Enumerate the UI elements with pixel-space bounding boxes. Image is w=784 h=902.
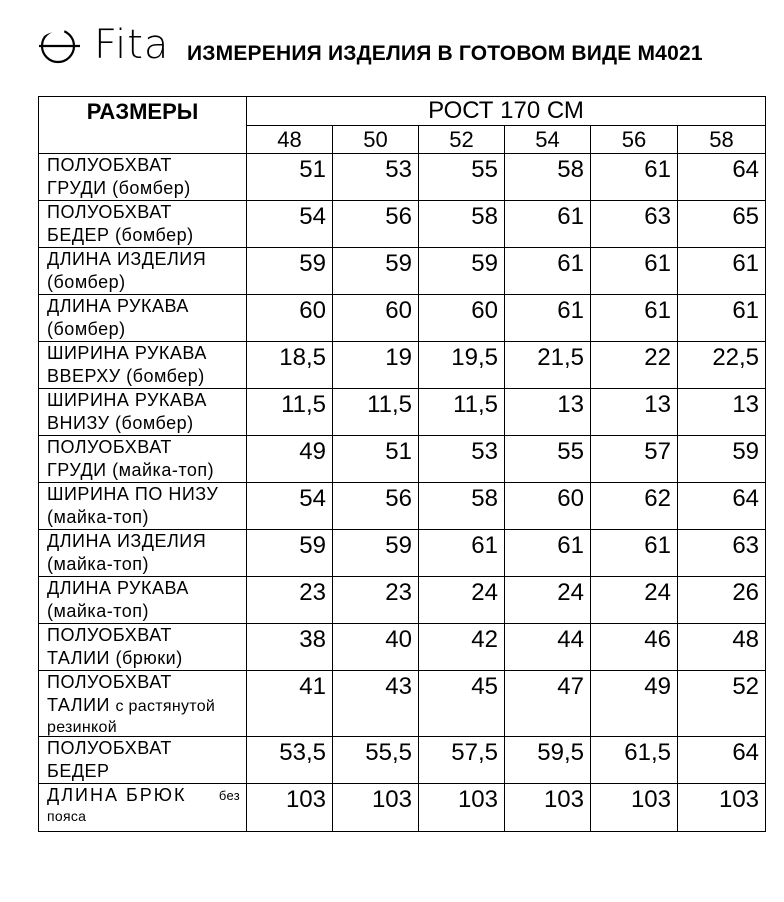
row-label-line xyxy=(47,412,246,435)
row-label-text: ГРУДИ (бомбер) xyxy=(47,178,191,198)
measurement-cell: 42 xyxy=(419,624,505,671)
measurement-cell: 64 xyxy=(678,737,766,784)
table-row xyxy=(39,436,766,483)
row-label xyxy=(39,624,247,671)
row-label-text: БЕДЕР xyxy=(47,761,110,781)
measurement-cell: 44 xyxy=(505,624,591,671)
row-label-text: (майка-топ) xyxy=(47,601,150,621)
measurement-cell: 60 xyxy=(247,295,333,342)
row-label-text: (майка-топ) xyxy=(47,507,150,527)
measurement-cell: 59 xyxy=(333,530,419,577)
measurement-cell: 22,5 xyxy=(678,342,766,389)
measurement-cell: 56 xyxy=(333,201,419,248)
measurement-cell: 103 xyxy=(247,784,333,832)
measurement-cell: 54 xyxy=(247,483,333,530)
row-label-line xyxy=(47,436,246,459)
measurement-cell: 11,5 xyxy=(333,389,419,436)
measurement-cell: 21,5 xyxy=(505,342,591,389)
row-label-text: ПОЛУОБХВАТ xyxy=(47,202,172,222)
table-row xyxy=(39,483,766,530)
measurement-cell: 61,5 xyxy=(591,737,678,784)
row-label-text: ПОЛУОБХВАТ xyxy=(47,155,172,175)
row-label-line xyxy=(47,271,246,294)
row-label-line xyxy=(47,177,246,200)
measurement-cell: 38 xyxy=(247,624,333,671)
row-label xyxy=(39,577,247,624)
row-label xyxy=(39,784,247,832)
row-label-line xyxy=(47,483,246,506)
measurement-cell: 13 xyxy=(591,389,678,436)
table-row xyxy=(39,577,766,624)
measurement-cell: 61 xyxy=(591,530,678,577)
measurement-cell: 64 xyxy=(678,483,766,530)
measurement-cell: 103 xyxy=(678,784,766,832)
size-header: 50 xyxy=(333,126,419,154)
row-label-line xyxy=(47,506,246,529)
row-label-text: ДЛИНА ИЗДЕЛИЯ xyxy=(47,531,207,551)
measurement-cell: 63 xyxy=(591,201,678,248)
row-label-line xyxy=(47,671,246,694)
size-header: 56 xyxy=(591,126,678,154)
measurement-cell: 60 xyxy=(419,295,505,342)
row-label-line xyxy=(47,154,246,177)
row-label-line xyxy=(47,248,246,271)
row-label-text: БЕДЕР (бомбер) xyxy=(47,225,194,245)
table-row xyxy=(39,295,766,342)
row-label-line xyxy=(47,365,246,388)
row-label-line xyxy=(47,718,246,736)
measurement-cell: 26 xyxy=(678,577,766,624)
measurement-cell: 49 xyxy=(247,436,333,483)
row-label-text: ПОЛУОБХВАТ xyxy=(47,437,172,457)
measurement-cell: 59 xyxy=(419,248,505,295)
measurement-cell: 58 xyxy=(419,201,505,248)
row-label-text: ТАЛИИ (брюки) xyxy=(47,648,183,668)
row-label-line xyxy=(47,807,246,824)
measurement-cell: 51 xyxy=(247,154,333,201)
row-label-text: ТАЛИИ xyxy=(47,695,110,715)
measurement-cell: 65 xyxy=(678,201,766,248)
row-label-line xyxy=(47,647,246,670)
measurement-cell: 55,5 xyxy=(333,737,419,784)
measurement-cell: 53 xyxy=(419,436,505,483)
measurement-cell: 19,5 xyxy=(419,342,505,389)
row-label-line xyxy=(47,201,246,224)
table-row xyxy=(39,737,766,784)
table-row xyxy=(39,342,766,389)
row-label-line xyxy=(47,318,246,341)
measurement-cell: 46 xyxy=(591,624,678,671)
row-label xyxy=(39,201,247,248)
measurement-cell: 23 xyxy=(247,577,333,624)
table-row xyxy=(39,248,766,295)
measurement-cell: 45 xyxy=(419,671,505,737)
page-title: ИЗМЕРЕНИЯ ИЗДЕЛИЯ В ГОТОВОМ ВИДЕ М4021 xyxy=(187,42,703,65)
row-label-text: ДЛИНА ИЗДЕЛИЯ xyxy=(47,249,207,269)
measurement-cell: 41 xyxy=(247,671,333,737)
measurement-cell: 57 xyxy=(591,436,678,483)
row-label-line xyxy=(47,389,246,412)
row-label-text: ШИРИНА ПО НИЗУ xyxy=(47,484,219,504)
measurement-cell: 61 xyxy=(505,530,591,577)
measurement-cell: 57,5 xyxy=(419,737,505,784)
measurement-cell: 103 xyxy=(505,784,591,832)
row-label-line xyxy=(47,760,246,783)
row-label-text: ШИРИНА РУКАВА xyxy=(47,343,207,363)
row-label xyxy=(39,483,247,530)
row-label-text: ГРУДИ (майка-топ) xyxy=(47,460,215,480)
row-label-text: с растянутой xyxy=(115,698,216,715)
measurement-cell: 52 xyxy=(678,671,766,737)
row-label-text: (бомбер) xyxy=(47,272,126,292)
measurement-cell: 64 xyxy=(678,154,766,201)
measurement-cell: 54 xyxy=(247,201,333,248)
measurement-cell: 55 xyxy=(419,154,505,201)
size-header: 48 xyxy=(247,126,333,154)
measurement-cell: 59 xyxy=(247,530,333,577)
measurement-cell: 103 xyxy=(591,784,678,832)
row-label-line xyxy=(47,737,246,760)
row-label-text: ВНИЗУ (бомбер) xyxy=(47,413,194,433)
row-label-text: (бомбер) xyxy=(47,319,126,339)
sizes-header: РАЗМЕРЫ xyxy=(39,97,247,154)
measurement-cell: 11,5 xyxy=(419,389,505,436)
measurement-cell: 60 xyxy=(333,295,419,342)
brand-name: Fita xyxy=(94,22,170,68)
row-label-line xyxy=(47,459,246,482)
row-label-text: ПОЛУОБХВАТ xyxy=(47,738,172,758)
row-label-text: ВВЕРХУ (бомбер) xyxy=(47,366,205,386)
measurement-cell: 24 xyxy=(505,577,591,624)
measurement-cell: 24 xyxy=(591,577,678,624)
measurement-cell: 59,5 xyxy=(505,737,591,784)
measurement-cell: 60 xyxy=(505,483,591,530)
measurement-cell: 51 xyxy=(333,436,419,483)
table-row xyxy=(39,201,766,248)
measurement-cell: 23 xyxy=(333,577,419,624)
row-label-text: ПОЛУОБХВАТ xyxy=(47,625,172,645)
measurement-cell: 55 xyxy=(505,436,591,483)
measurement-cell: 59 xyxy=(333,248,419,295)
measurement-cell: 58 xyxy=(505,154,591,201)
size-header: 52 xyxy=(419,126,505,154)
measurement-cell: 13 xyxy=(505,389,591,436)
row-label-line xyxy=(47,530,246,553)
measurement-cell: 48 xyxy=(678,624,766,671)
row-label-line xyxy=(47,577,246,600)
row-label xyxy=(39,436,247,483)
measurements-table xyxy=(38,96,766,832)
measurement-cell: 40 xyxy=(333,624,419,671)
measurement-cell: 58 xyxy=(419,483,505,530)
measurement-cell: 61 xyxy=(505,201,591,248)
row-label-line xyxy=(47,694,246,718)
measurement-cell: 61 xyxy=(678,248,766,295)
measurement-cell: 61 xyxy=(591,154,678,201)
row-label-text: ШИРИНА РУКАВА xyxy=(47,390,207,410)
row-label-line xyxy=(47,295,246,318)
row-label xyxy=(39,295,247,342)
measurement-cell: 18,5 xyxy=(247,342,333,389)
measurement-cell: 59 xyxy=(247,248,333,295)
row-label-line xyxy=(47,342,246,365)
measurement-cell: 61 xyxy=(505,295,591,342)
measurement-cell: 47 xyxy=(505,671,591,737)
size-header: 54 xyxy=(505,126,591,154)
height-header: РОСТ 170 СМ xyxy=(247,97,766,126)
row-label-text: пояса xyxy=(47,808,87,824)
row-label-text: без xyxy=(218,788,240,803)
row-label-text: ДЛИНА РУКАВА xyxy=(47,578,189,598)
row-label xyxy=(39,389,247,436)
row-label-line xyxy=(47,224,246,247)
row-label xyxy=(39,671,247,737)
row-label xyxy=(39,530,247,577)
row-label-text: (майка-топ) xyxy=(47,554,150,574)
table-row xyxy=(39,624,766,671)
row-label-text: ДЛИНА РУКАВА xyxy=(47,296,189,316)
table-row xyxy=(39,389,766,436)
measurement-cell: 56 xyxy=(333,483,419,530)
measurement-cell: 103 xyxy=(419,784,505,832)
measurement-cell: 62 xyxy=(591,483,678,530)
row-label xyxy=(39,342,247,389)
row-label-line xyxy=(47,784,246,807)
row-label-text: ПОЛУОБХВАТ xyxy=(47,672,172,692)
measurement-cell: 103 xyxy=(333,784,419,832)
measurement-cell: 53 xyxy=(333,154,419,201)
measurement-cell: 61 xyxy=(591,295,678,342)
table-row xyxy=(39,784,766,832)
measurement-cell: 53,5 xyxy=(247,737,333,784)
measurement-cell: 22 xyxy=(591,342,678,389)
measurement-cell: 61 xyxy=(505,248,591,295)
measurement-cell: 63 xyxy=(678,530,766,577)
measurement-cell: 61 xyxy=(591,248,678,295)
brand-logo xyxy=(38,22,170,68)
row-label-text: ДЛИНА БРЮК xyxy=(47,785,187,805)
row-label-line xyxy=(47,553,246,576)
measurement-cell: 43 xyxy=(333,671,419,737)
table-row xyxy=(39,671,766,737)
measurement-cell: 24 xyxy=(419,577,505,624)
row-label-line xyxy=(47,600,246,623)
row-label-text: резинкой xyxy=(47,719,117,736)
measurement-cell: 59 xyxy=(678,436,766,483)
measurement-cell: 49 xyxy=(591,671,678,737)
measurement-cell: 61 xyxy=(419,530,505,577)
row-label xyxy=(39,737,247,784)
row-label-line xyxy=(47,624,246,647)
fita-logo-icon xyxy=(38,26,88,66)
row-label xyxy=(39,248,247,295)
table-row xyxy=(39,530,766,577)
measurement-cell: 61 xyxy=(678,295,766,342)
size-header: 58 xyxy=(678,126,766,154)
table-row xyxy=(39,154,766,201)
measurement-cell: 11,5 xyxy=(247,389,333,436)
measurement-cell: 19 xyxy=(333,342,419,389)
row-label xyxy=(39,154,247,201)
measurement-cell: 13 xyxy=(678,389,766,436)
